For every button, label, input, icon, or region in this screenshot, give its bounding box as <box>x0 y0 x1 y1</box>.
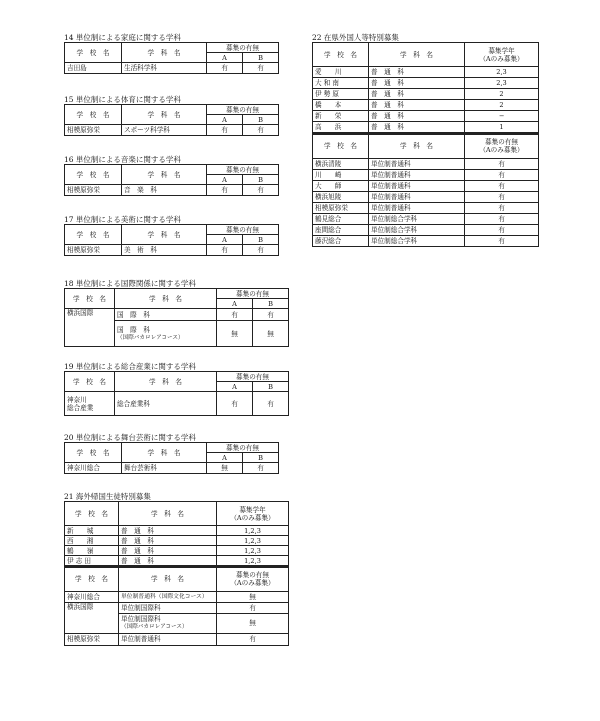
course-cell: 普 通 科 <box>369 122 465 133</box>
value-cell: 有 <box>465 180 539 191</box>
section-17 <box>64 215 279 256</box>
header-recruit <box>217 567 289 591</box>
a-cell: 有 <box>207 63 243 74</box>
a-cell: 無 <box>217 321 253 347</box>
course-cell: 普 通 科 <box>369 111 465 122</box>
header-b: B <box>243 175 279 185</box>
value-cell: 有 <box>465 169 539 180</box>
recruit-table <box>64 371 289 416</box>
recruit-label: 募集の有無 <box>485 138 518 147</box>
header-course: 学 科 名 <box>122 43 207 63</box>
school-cell: 高 浜 <box>313 122 369 133</box>
header-course: 学 科 名 <box>119 567 217 591</box>
recruit-a-table <box>312 133 539 247</box>
header-school: 学 校 名 <box>65 225 122 245</box>
header-school: 学 校 名 <box>313 43 369 67</box>
header-school: 学 校 名 <box>65 105 122 125</box>
recruit-table <box>64 288 289 347</box>
header-course: 学 科 名 <box>119 502 217 526</box>
section-15 <box>64 95 279 136</box>
grade-label: 募集学年 <box>488 46 515 55</box>
section-title: 15 単位制による体育に関する学科 <box>64 95 181 104</box>
a-cell: 有 <box>217 392 253 416</box>
header-recruit: 募集の有無 <box>207 43 279 53</box>
course-cell: 単位制普通科 <box>119 633 217 645</box>
course-name: 国 際 科 <box>117 325 150 334</box>
school-cell: 横浜国際 <box>65 309 115 347</box>
a-cell: 有 <box>217 309 253 321</box>
grade-cell: 1,2,3 <box>217 526 289 536</box>
school-cell: 大 和 南 <box>313 78 369 89</box>
header-recruit: 募集の有無 <box>207 443 279 453</box>
section-21 <box>64 492 289 646</box>
a-cell: 有 <box>207 245 243 256</box>
header-course: 学 科 名 <box>115 372 217 392</box>
school-name-line2: 総合産業 <box>67 403 94 412</box>
a-cell: 無 <box>207 463 243 474</box>
header-b: B <box>243 53 279 63</box>
header-course: 学 科 名 <box>122 443 207 463</box>
header-recruit: 募集の有無 <box>217 372 289 382</box>
course-cell: 単位制国際科 <box>119 602 217 613</box>
header-recruit: 募集の有無 <box>217 289 289 299</box>
section-22 <box>312 33 539 247</box>
value-cell: 有 <box>465 235 539 246</box>
section-19 <box>64 362 289 416</box>
recruit-table <box>64 442 279 474</box>
school-cell: 相模原弥栄 <box>65 245 122 256</box>
value-cell: 有 <box>465 213 539 224</box>
header-course: 学 科 名 <box>122 165 207 185</box>
course-cell: 単位制普通科 <box>369 180 465 191</box>
header-b: B <box>243 115 279 125</box>
header-a: A <box>207 453 243 463</box>
grade-cell: 2 <box>465 100 539 111</box>
grade-label: 募集学年 <box>239 505 266 514</box>
school-cell: 相模原弥栄 <box>65 633 119 645</box>
b-cell: 有 <box>243 245 279 256</box>
b-cell: 有 <box>253 392 289 416</box>
school-cell: 横浜国際 <box>65 602 119 633</box>
course-subtitle: （国際バカロレアコース） <box>117 334 184 341</box>
recruit-table <box>64 104 279 136</box>
school-cell: 神奈川総合 <box>65 463 122 474</box>
school-cell: 座間総合 <box>313 224 369 235</box>
a-cell: 有 <box>207 125 243 136</box>
school-cell: 新 城 <box>65 526 119 536</box>
school-name-line1: 神奈川 <box>67 395 87 404</box>
school-cell: 相模原弥栄 <box>65 185 122 196</box>
grade-cell: 2,3 <box>465 67 539 78</box>
b-cell: 有 <box>243 125 279 136</box>
course-cell: 単位制普通科 <box>369 191 465 202</box>
header-course: 学 科 名 <box>122 105 207 125</box>
school-cell: 伊 勢 原 <box>313 89 369 100</box>
course-cell: 普 通 科 <box>119 546 217 556</box>
course-cell: 普 通 科 <box>119 556 217 566</box>
school-cell: 鶴 嶺 <box>65 546 119 556</box>
header-school: 学 校 名 <box>65 43 122 63</box>
header-school: 学 校 名 <box>313 134 369 158</box>
section-title: 21 海外帰国生徒特別募集 <box>64 492 151 501</box>
value-cell: 有 <box>465 202 539 213</box>
school-cell: 相模原弥栄 <box>65 125 122 136</box>
section-18 <box>64 279 289 347</box>
header-recruit: 募集の有無 <box>207 165 279 175</box>
header-school: 学 校 名 <box>65 567 119 591</box>
school-cell: 横浜旭陵 <box>313 191 369 202</box>
section-title: 14 単位制による家庭に関する学科 <box>64 33 181 42</box>
grade-cell: − <box>465 111 539 122</box>
section-16 <box>64 155 279 196</box>
header-school: 学 校 名 <box>65 372 115 392</box>
value-cell: 有 <box>465 158 539 169</box>
a-cell: 有 <box>207 185 243 196</box>
course-cell: 普 通 科 <box>119 526 217 536</box>
school-cell: 橋 本 <box>313 100 369 111</box>
course-cell: 音 楽 科 <box>122 185 207 196</box>
header-course: 学 科 名 <box>369 134 465 158</box>
course-cell <box>115 321 217 347</box>
course-cell: スポーツ科学科 <box>122 125 207 136</box>
header-b: B <box>253 382 289 392</box>
recruit-label: 募集の有無 <box>236 571 269 580</box>
course-cell: 舞台芸術科 <box>122 463 207 474</box>
grade-cell: 1,2,3 <box>217 536 289 546</box>
header-grade <box>465 43 539 67</box>
section-title: 18 単位制による国際関係に関する学科 <box>64 279 196 288</box>
course-cell: 生活科学科 <box>122 63 207 74</box>
course-cell: 普 通 科 <box>369 67 465 78</box>
grade-table <box>64 501 289 566</box>
school-cell: 鶴見総合 <box>313 213 369 224</box>
school-cell: 西 湘 <box>65 536 119 546</box>
course-cell: 単位制普通科 <box>369 169 465 180</box>
recruit-a-table <box>64 566 289 646</box>
b-cell: 有 <box>243 185 279 196</box>
course-cell: 普 通 科 <box>369 100 465 111</box>
school-cell: 神奈川総合 <box>65 591 119 602</box>
section-title: 22 在県外国人等特別募集 <box>312 33 399 42</box>
section-title: 19 単位制による総合産業に関する学科 <box>64 362 196 371</box>
header-recruit <box>465 134 539 158</box>
school-cell: 愛 川 <box>313 67 369 78</box>
course-cell: 単位制普通科 <box>369 158 465 169</box>
grade-cell: 2 <box>465 89 539 100</box>
value-cell: 有 <box>465 191 539 202</box>
course-cell: 普 通 科 <box>119 536 217 546</box>
header-recruit: 募集の有無 <box>207 225 279 235</box>
course-cell: 美 術 科 <box>122 245 207 256</box>
a-only-label: （Aのみ募集） <box>479 146 524 155</box>
grade-cell: 1,2,3 <box>217 546 289 556</box>
header-course: 学 科 名 <box>369 43 465 67</box>
value-cell: 有 <box>465 224 539 235</box>
course-cell: 単位制普通科（国際文化コース） <box>119 591 217 602</box>
b-cell: 有 <box>243 463 279 474</box>
header-school: 学 校 名 <box>65 502 119 526</box>
b-cell: 有 <box>253 309 289 321</box>
header-school: 学 校 名 <box>65 165 122 185</box>
course-cell: 普 通 科 <box>369 78 465 89</box>
header-b: B <box>243 453 279 463</box>
header-a: A <box>217 382 253 392</box>
course-cell: 総合産業科 <box>115 392 217 416</box>
recruit-table <box>64 164 279 196</box>
grade-cell: 2,3 <box>465 78 539 89</box>
header-recruit: 募集の有無 <box>207 105 279 115</box>
school-cell: 吉田島 <box>65 63 122 74</box>
course-cell: 単位制普通科 <box>369 202 465 213</box>
school-cell <box>65 392 115 416</box>
school-cell: 伊 志 田 <box>65 556 119 566</box>
header-school: 学 校 名 <box>65 289 115 309</box>
recruit-table <box>64 42 279 74</box>
value-cell: 有 <box>217 602 289 613</box>
a-only-label: （Aのみ募集） <box>230 513 275 522</box>
grade-table <box>312 42 539 133</box>
course-cell: 単位制総合学科 <box>369 224 465 235</box>
grade-cell: 1,2,3 <box>217 556 289 566</box>
section-title: 20 単位制による舞台芸術に関する学科 <box>64 433 196 442</box>
section-title: 16 単位制による音楽に関する学科 <box>64 155 181 164</box>
header-a: A <box>207 53 243 63</box>
header-b: B <box>243 235 279 245</box>
header-a: A <box>217 299 253 309</box>
section-title: 17 単位制による美術に関する学科 <box>64 215 181 224</box>
value-cell: 有 <box>217 633 289 645</box>
header-a: A <box>207 115 243 125</box>
course-subtitle: （国際バカロレアコース） <box>121 624 188 630</box>
header-grade <box>217 502 289 526</box>
course-cell: 単位制総合学科 <box>369 213 465 224</box>
course-cell <box>119 613 217 633</box>
value-cell: 無 <box>217 613 289 633</box>
school-cell: 新 栄 <box>313 111 369 122</box>
course-cell: 普 通 科 <box>369 89 465 100</box>
header-course: 学 科 名 <box>115 289 217 309</box>
b-cell: 無 <box>253 321 289 347</box>
grade-cell: 1 <box>465 122 539 133</box>
school-cell: 大 師 <box>313 180 369 191</box>
header-course: 学 科 名 <box>122 225 207 245</box>
a-only-label: （Aのみ募集） <box>230 579 275 588</box>
value-cell: 無 <box>217 591 289 602</box>
header-b: B <box>253 299 289 309</box>
b-cell: 有 <box>243 63 279 74</box>
header-a: A <box>207 175 243 185</box>
header-a: A <box>207 235 243 245</box>
header-school: 学 校 名 <box>65 443 122 463</box>
a-only-label: （Aのみ募集） <box>479 54 524 63</box>
school-cell: 川 崎 <box>313 169 369 180</box>
course-name: 単位制国際科 <box>121 615 161 623</box>
section-14 <box>64 33 279 74</box>
school-cell: 横浜清陵 <box>313 158 369 169</box>
course-cell: 単位制総合学科 <box>369 235 465 246</box>
recruit-table <box>64 224 279 256</box>
school-cell: 藤沢総合 <box>313 235 369 246</box>
section-20 <box>64 433 279 474</box>
course-cell: 国 際 科 <box>115 309 217 321</box>
school-cell: 相模原弥栄 <box>313 202 369 213</box>
